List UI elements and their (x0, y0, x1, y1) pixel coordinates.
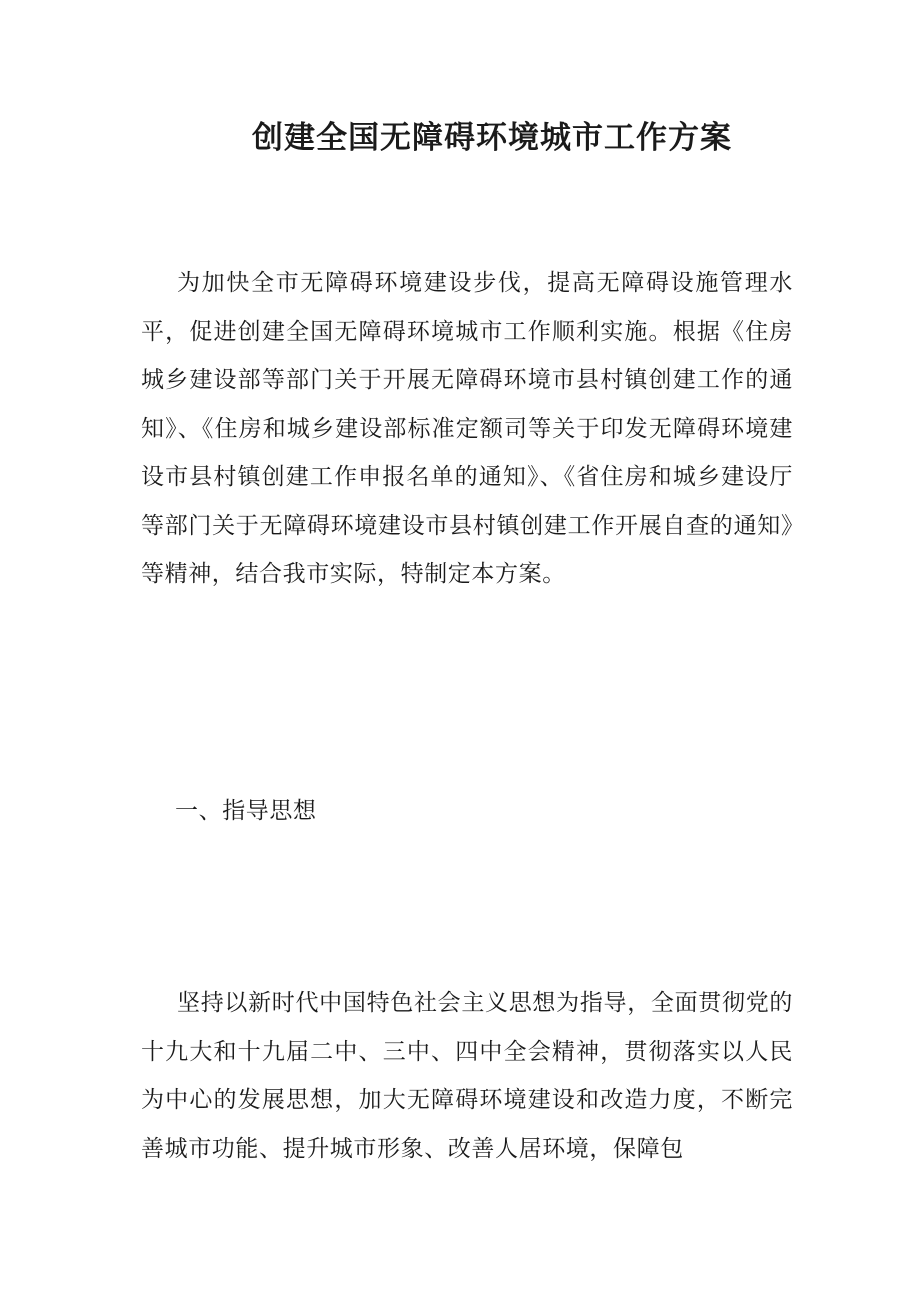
section-paragraph-guiding-ideology: 坚持以新时代中国特色社会主义思想为指导，全面贯彻党的十九大和十九届二中、三中、四中全会精神，贯彻落实以人民为中心的发展思想，加大无障碍环境建设和改造力度，不断完善城市功能、提升城市形象、改善人居环境，保障包 (141, 990, 793, 1162)
intro-paragraph: 为加快全市无障碍环境建设步伐，提高无障碍设施管理水平，促进创建全国无障碍环境城市工作顺利实施。根据《住房城乡建设部等部门关于开展无障碍环境市县村镇创建工作的通知》、《住房和城乡建设部标准定额司等关于印发无障碍环境建设市县村镇创建工作申报名单的通知》、《省住房和城乡建设厅等部门关于无障碍环境建设市县村镇创建工作开展自查的通知》等精神，结合我市实际，特制定本方案。 (141, 270, 793, 587)
document-title: 创建全国无障碍环境城市工作方案 (252, 120, 732, 156)
section-heading-guiding-ideology: 一、指导思想 (175, 798, 317, 824)
